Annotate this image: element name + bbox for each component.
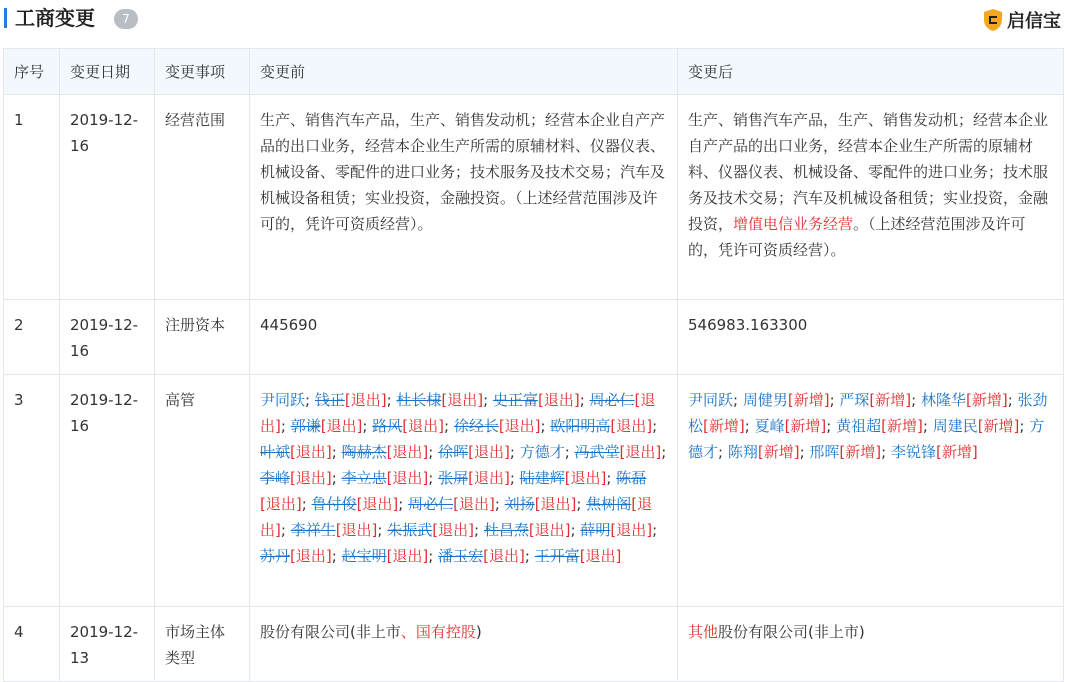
row-date: 2019-12-13 bbox=[60, 607, 155, 682]
section-header bbox=[0, 0, 1065, 40]
change-table bbox=[3, 48, 1064, 682]
separator: ; bbox=[443, 417, 454, 435]
table-row bbox=[4, 95, 1064, 300]
status-tag: [新增] bbox=[787, 391, 830, 409]
separator: ; bbox=[540, 417, 551, 435]
separator: ; bbox=[829, 391, 840, 409]
count-badge: 7 bbox=[114, 9, 138, 29]
separator: ; bbox=[881, 443, 891, 461]
status-tag: [退出] bbox=[290, 443, 332, 461]
person-link[interactable]: 严琛 bbox=[839, 391, 870, 409]
person-link[interactable]: 陈磊 bbox=[616, 469, 647, 487]
person-link[interactable]: 林隆华 bbox=[920, 391, 966, 409]
separator: ; bbox=[1019, 417, 1030, 435]
column-header-index: 序号 bbox=[4, 49, 60, 95]
person-link[interactable]: 周建民 bbox=[932, 417, 978, 435]
status-tag: [新增] bbox=[703, 417, 745, 435]
person-link[interactable]: 钱正 bbox=[314, 391, 345, 409]
person-link[interactable]: 赵宝明 bbox=[341, 547, 387, 565]
row-item: 注册资本 bbox=[155, 300, 250, 375]
person-link[interactable]: 周必仁 bbox=[408, 495, 454, 513]
status-tag: [退出] bbox=[386, 469, 429, 487]
separator: ; bbox=[377, 521, 388, 539]
status-tag: [退出] bbox=[432, 521, 474, 539]
status-tag: [退出] bbox=[260, 495, 653, 539]
status-tag: [新增] bbox=[869, 391, 912, 409]
row-after bbox=[678, 607, 1064, 682]
after-highlight: 增值电信业务经营 bbox=[733, 215, 854, 233]
person-link[interactable]: 焦树阁 bbox=[586, 495, 632, 513]
person-link[interactable]: 刘扬 bbox=[504, 495, 535, 513]
title-accent-bar bbox=[4, 8, 7, 28]
person-link[interactable]: 陈翔 bbox=[727, 443, 758, 461]
person-link[interactable]: 杜昌焘 bbox=[483, 521, 529, 539]
person-link[interactable]: 尹同跃 bbox=[688, 391, 734, 409]
status-tag: [退出] bbox=[483, 547, 525, 565]
person-link[interactable]: 李峰 bbox=[260, 469, 291, 487]
person-link[interactable]: 陆建辉 bbox=[519, 469, 565, 487]
brand-logo[interactable] bbox=[983, 6, 1061, 34]
separator: ; bbox=[1007, 391, 1018, 409]
person-link[interactable]: 周必仁 bbox=[589, 391, 635, 409]
status-tag: [新增] bbox=[977, 417, 1020, 435]
status-tag: [新增] bbox=[965, 391, 1008, 409]
column-header-after: 变更后 bbox=[678, 49, 1064, 95]
separator: ; bbox=[911, 391, 921, 409]
person-link[interactable]: 方德才 bbox=[688, 417, 1045, 461]
status-tag: [新增] bbox=[839, 443, 882, 461]
after-highlight: 其他 bbox=[688, 623, 719, 641]
brand-name: 启信宝 bbox=[1007, 11, 1061, 32]
after-text: 生产、销售汽车产品，生产、销售发动机；经营本企业自产产品的出口业务，经营本企业生产所需的原辅材料、仪器仪表、机械设备、零配件的进口业务；技术服务及技术交易；汽车及机械设备租赁；实业投资，金融投资， bbox=[688, 111, 1049, 233]
shield-logo-icon bbox=[983, 8, 1003, 32]
status-tag: [退出] bbox=[534, 495, 577, 513]
status-tag: [退出] bbox=[320, 417, 363, 435]
person-link[interactable]: 苏丹 bbox=[260, 547, 291, 565]
status-tag: [退出] bbox=[453, 495, 495, 513]
row-index: 1 bbox=[4, 95, 60, 300]
person-link[interactable]: 方德才 bbox=[519, 443, 565, 461]
separator: ; bbox=[301, 495, 312, 513]
separator: ; bbox=[744, 417, 755, 435]
table-header-row bbox=[4, 49, 1064, 95]
person-link[interactable]: 徐晖 bbox=[438, 443, 469, 461]
person-link[interactable]: 李锐锋 bbox=[890, 443, 936, 461]
separator: ; bbox=[305, 391, 315, 409]
separator: ; bbox=[331, 547, 342, 565]
separator: ; bbox=[331, 443, 342, 461]
row-before: 生产、销售汽车产品，生产、销售发动机；经营本企业自产产品的出口业务，经营本企业生产所需的原辅材料、仪器仪表、机械设备、零配件的进口业务；技术服务及技术交易；汽车及机械设备租赁；实业投资，金融投资。（上述经营范围涉及许可的，凭许可资质经营）。 bbox=[250, 95, 678, 300]
before-suffix: ) bbox=[475, 623, 482, 641]
separator: ; bbox=[331, 469, 342, 487]
row-item: 市场主体类型 bbox=[155, 607, 250, 682]
section-title: 工商变更 bbox=[15, 6, 95, 30]
table-row bbox=[4, 607, 1064, 682]
separator: ; bbox=[280, 417, 291, 435]
table-row bbox=[4, 375, 1064, 607]
separator: ; bbox=[494, 495, 505, 513]
column-header-item: 变更事项 bbox=[155, 49, 250, 95]
row-index: 3 bbox=[4, 375, 60, 607]
row-item: 经营范围 bbox=[155, 95, 250, 300]
status-tag: [退出] bbox=[468, 469, 510, 487]
status-tag: [退出] bbox=[402, 417, 444, 435]
status-tag: [退出] bbox=[537, 391, 580, 409]
separator: ; bbox=[524, 547, 535, 565]
person-link[interactable]: 王开富 bbox=[534, 547, 580, 565]
person-link[interactable]: 鲁付俊 bbox=[311, 495, 357, 513]
status-tag: [退出] bbox=[344, 391, 387, 409]
status-tag: [退出] bbox=[386, 443, 429, 461]
separator: ; bbox=[386, 391, 397, 409]
status-tag: [退出] bbox=[619, 443, 662, 461]
separator: ; bbox=[280, 521, 291, 539]
status-tag: [退出] bbox=[356, 495, 399, 513]
separator: ; bbox=[564, 443, 575, 461]
row-after bbox=[678, 95, 1064, 300]
column-header-before: 变更前 bbox=[250, 49, 678, 95]
status-tag: [新增] bbox=[935, 443, 978, 461]
separator: ; bbox=[428, 547, 439, 565]
person-link[interactable]: 夏峰 bbox=[754, 417, 785, 435]
separator: ; bbox=[362, 417, 373, 435]
separator: ; bbox=[509, 469, 520, 487]
separator: ; bbox=[483, 391, 493, 409]
row-date: 2019-12-16 bbox=[60, 375, 155, 607]
separator: ; bbox=[826, 417, 837, 435]
person-link[interactable]: 邢晖 bbox=[809, 443, 840, 461]
status-tag: [退出] bbox=[260, 391, 656, 435]
separator: ; bbox=[922, 417, 933, 435]
status-tag: [退出] bbox=[290, 547, 332, 565]
person-link[interactable]: 张劲松 bbox=[688, 391, 1048, 435]
separator: ; bbox=[576, 495, 587, 513]
person-link[interactable]: 周健男 bbox=[742, 391, 788, 409]
separator: ; bbox=[718, 443, 728, 461]
person-link[interactable]: 徐经长 bbox=[453, 417, 499, 435]
status-tag: [退出] bbox=[441, 391, 484, 409]
person-link[interactable]: 尹同跃 bbox=[260, 391, 306, 409]
person-link[interactable]: 陶赫杰 bbox=[341, 443, 387, 461]
separator: ; bbox=[652, 417, 658, 435]
separator: ; bbox=[570, 521, 581, 539]
person-link[interactable]: 张屏 bbox=[438, 469, 469, 487]
status-tag: [退出] bbox=[610, 417, 653, 435]
status-tag: [新增] bbox=[757, 443, 800, 461]
row-date: 2019-12-16 bbox=[60, 300, 155, 375]
person-link[interactable]: 欧阳明高 bbox=[550, 417, 611, 435]
row-after: 546983.163300 bbox=[678, 300, 1064, 375]
row-date: 2019-12-16 bbox=[60, 95, 155, 300]
person-link[interactable]: 朱振武 bbox=[387, 521, 433, 539]
separator: ; bbox=[652, 521, 658, 539]
row-before: 445690 bbox=[250, 300, 678, 375]
separator: ; bbox=[428, 469, 439, 487]
status-tag: [退出] bbox=[564, 469, 607, 487]
status-tag: [退出] bbox=[468, 443, 510, 461]
after-suffix: 股份有限公司(非上市) bbox=[718, 623, 865, 641]
person-link[interactable]: 叶斌 bbox=[260, 443, 291, 461]
separator: ; bbox=[661, 443, 667, 461]
separator: ; bbox=[606, 469, 617, 487]
status-tag: [退出] bbox=[260, 495, 302, 513]
status-tag: [退出] bbox=[498, 417, 541, 435]
status-tag: [退出] bbox=[610, 521, 653, 539]
status-tag: [退出] bbox=[579, 547, 622, 565]
status-tag: [新增] bbox=[881, 417, 923, 435]
person-link[interactable]: 杜长棣 bbox=[396, 391, 442, 409]
table-row bbox=[4, 300, 1064, 375]
separator: ; bbox=[579, 391, 590, 409]
separator: ; bbox=[733, 391, 743, 409]
separator: ; bbox=[799, 443, 810, 461]
row-item: 高管 bbox=[155, 375, 250, 607]
before-text: 股份有限公司(非上市 bbox=[260, 623, 401, 641]
row-index: 2 bbox=[4, 300, 60, 375]
after-suffix: 。（上述经营范围涉及许可的，凭许可资质经营）。 bbox=[688, 215, 1026, 259]
separator: ; bbox=[428, 443, 439, 461]
status-tag: [退出] bbox=[528, 521, 571, 539]
column-header-date: 变更日期 bbox=[60, 49, 155, 95]
separator: ; bbox=[473, 521, 484, 539]
row-before bbox=[250, 607, 678, 682]
person-link[interactable]: 李祥生 bbox=[290, 521, 336, 539]
person-link[interactable]: 史正富 bbox=[492, 391, 538, 409]
row-after-people bbox=[678, 375, 1064, 607]
person-link[interactable]: 冯武堂 bbox=[574, 443, 620, 461]
status-tag: [退出] bbox=[335, 521, 378, 539]
person-link[interactable]: 薛明 bbox=[580, 521, 611, 539]
row-before-people bbox=[250, 375, 678, 607]
status-tag: [新增] bbox=[784, 417, 827, 435]
status-tag: [退出] bbox=[290, 469, 332, 487]
person-link[interactable]: 黄祖超 bbox=[836, 417, 882, 435]
status-tag: [退出] bbox=[386, 547, 429, 565]
row-index: 4 bbox=[4, 607, 60, 682]
separator: ; bbox=[509, 443, 520, 461]
separator: ; bbox=[398, 495, 409, 513]
person-link[interactable]: 李立忠 bbox=[341, 469, 387, 487]
person-link[interactable]: 潘玉宏 bbox=[438, 547, 484, 565]
person-link[interactable]: 郭谦 bbox=[290, 417, 321, 435]
before-highlight: 、国有控股 bbox=[400, 623, 476, 641]
person-link[interactable]: 路风 bbox=[372, 417, 403, 435]
